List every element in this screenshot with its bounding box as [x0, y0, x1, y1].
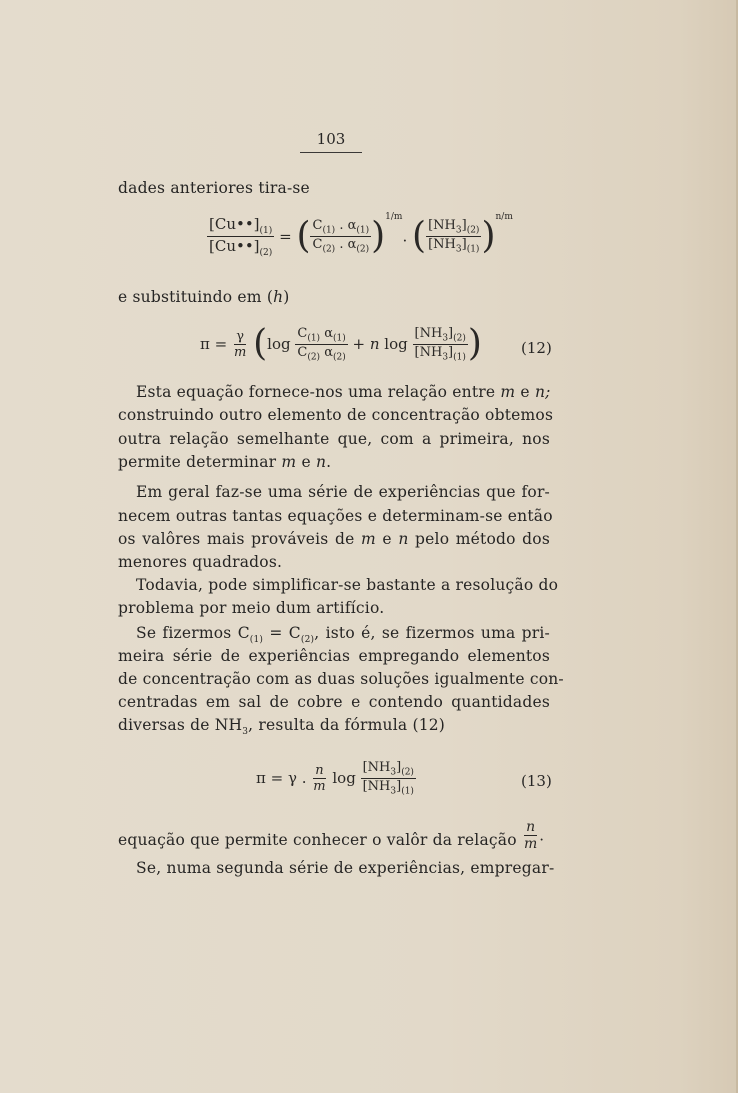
- para2-line3: os valôres mais prováveis de m e n pelo método dos: [118, 530, 550, 548]
- para4-line2: meira série de experiências empregando elementos: [118, 647, 550, 665]
- para2-line2: necem outras tantas equações e determinam-se então: [118, 507, 553, 525]
- text-last-line: Se, numa segunda série de experiências, empregar-: [136, 859, 555, 877]
- para1-line4: permite determinar m e n.: [118, 453, 332, 471]
- para3-line1: Todavia, pode simplificar-se bastante a resolução do: [136, 576, 559, 594]
- text-line-2: e substituindo em (h): [118, 288, 290, 306]
- para3-line2: problema por meio dum artifício.: [118, 599, 385, 617]
- para1-line1: Esta equação fornece-nos uma relação entre m e n;: [136, 383, 551, 401]
- para1-line2: construindo outro elemento de concentração obtemos: [118, 406, 554, 424]
- para1-line3: outra relação semelhante que, com a primeira, nos: [118, 430, 550, 448]
- page-number: 103: [316, 130, 346, 148]
- fraction-cu: $\frac{[Cu••]_{(1)}}{[Cu••]_{(2)}}$: [209, 215, 273, 258]
- para4-line5: diversas de $NH_3$, resulta da fórmula (12): [118, 716, 446, 738]
- para4-line4: centradas em sal de cobre e contendo quantidades: [118, 693, 550, 711]
- text-after-13: equação que permite conhecer o valôr da relação: [118, 831, 517, 849]
- para2-line1: Em geral faz-se uma série de experiências que for-: [136, 483, 550, 501]
- page-number-rule: [300, 152, 362, 153]
- text-line-1: dades anteriores tira-se: [118, 179, 310, 197]
- equation-ratio: $\frac{[Cu••]_{(1)}}{[Cu••]_{(2)}}$ = ( $\frac{C_{(1)} . \alpha_{(1)}}{C_{(2)} . \alpha_{(2)}}$ )$^{1/m}$. ( $\frac{[NH_3]_{(2)}}{[NH_3]_{(1)}}$ )$^{n/m}$: [209, 211, 513, 258]
- para2-line4: menores quadrados.: [118, 553, 283, 571]
- equation-13: π = γ . $\frac{n}{m}$ log $\frac{[NH_3]_{(2)}}{[NH_3]_{(1)}}$: [256, 760, 414, 797]
- equation-13-label: (13): [521, 772, 552, 790]
- para4-line3: de concentração com as duas soluções igualmente con-: [118, 670, 564, 688]
- para4-line1: Se fizermos $C_{(1)} = C_{(2)}$, isto é, se fizermos uma pri-: [136, 624, 550, 646]
- equation-12: π = $\frac{\gamma}{m}$ (log $\frac{C_{(1)} \alpha_{(1)}}{C_{(2)} \alpha_{(2)}}$ + n log $\frac{[NH_3]_{(2)}}{[NH_3]_{(1)}}$ ): [200, 323, 482, 365]
- equation-12-label: (12): [521, 339, 552, 357]
- fraction-n-over-m: $\frac{n}{m}$ .: [524, 819, 545, 852]
